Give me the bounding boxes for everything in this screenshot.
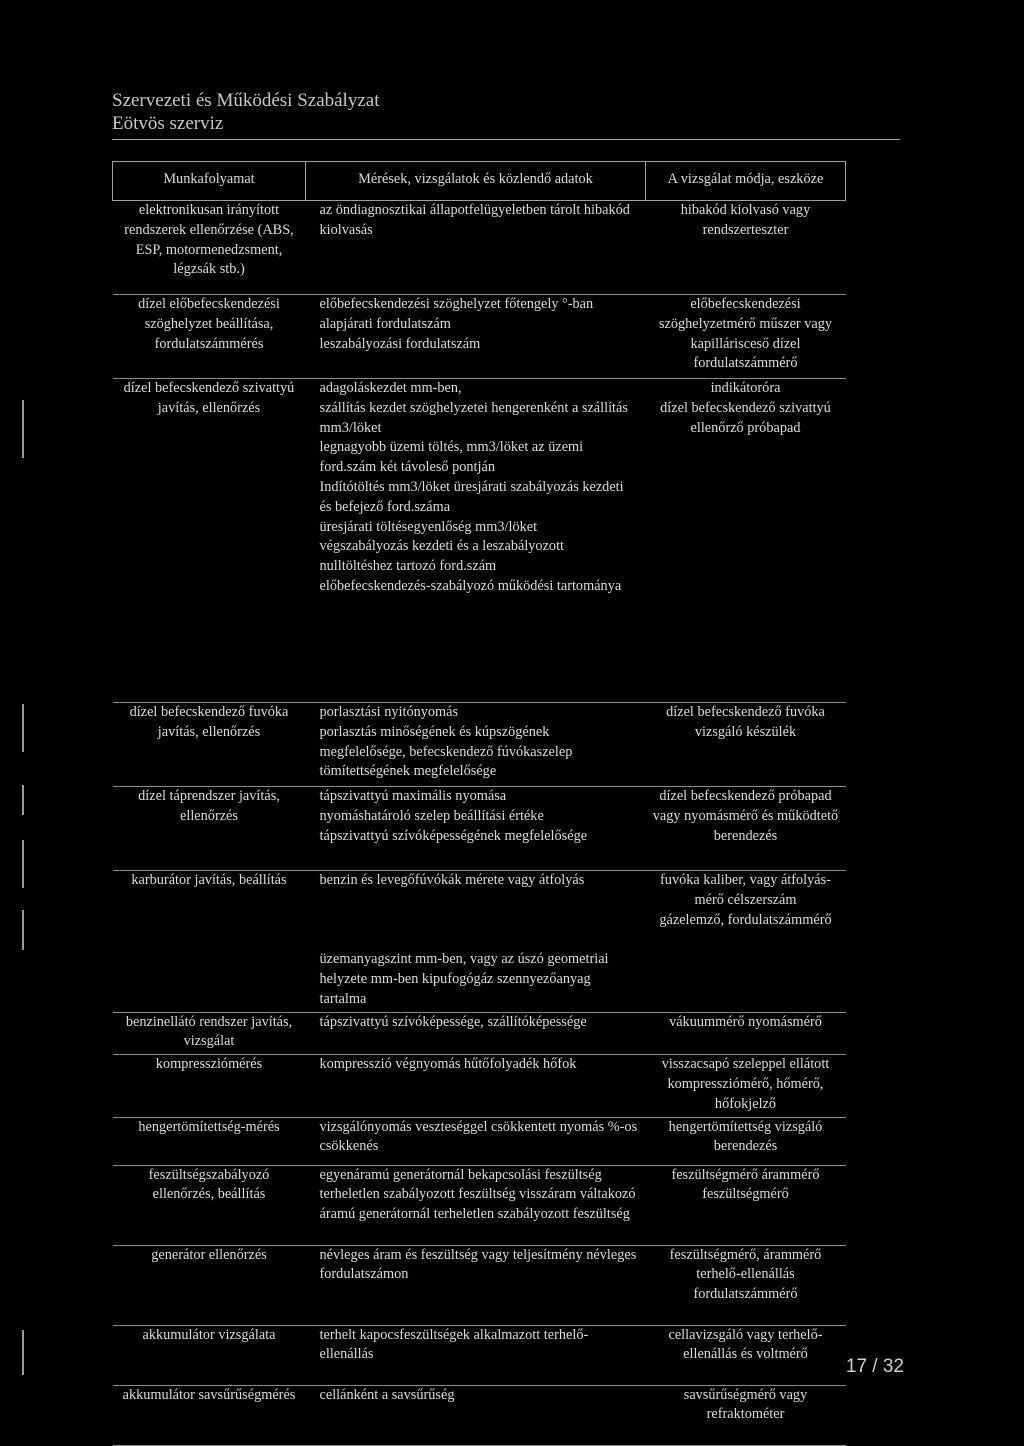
cell-line: dízel befecskendező fuvóka javítás, ellenőrzés xyxy=(129,704,289,740)
cell-line: előbefecskendezési szöghelyzetmérő műszer vagy kapillárisceső dízel fordulatszámmérő xyxy=(658,296,833,372)
cell-line: akkumulátor savsűrűségmérés xyxy=(122,1386,296,1403)
column-header-method: A vizsgálat módja, eszköze xyxy=(646,162,846,201)
cell-line: porlasztási nyitónyomás xyxy=(319,704,459,720)
process-cell xyxy=(113,1165,306,1245)
cell-line: terheletlen szabályozott feszültség visszáram váltakozó áramú generátornál terheletlen szabályozott feszültség xyxy=(319,1186,636,1223)
cell-line: porlasztás minőségének és kúpszögének megfelelősége, befecskendező fúvókaszelep tömítettségének megfelelősége xyxy=(319,723,573,780)
cell-line: adagoláskezdet mm-ben, xyxy=(319,380,462,396)
cell-line: indikátoróra xyxy=(710,380,781,396)
process-cell xyxy=(113,703,306,787)
method-cell xyxy=(646,1012,846,1055)
table-row xyxy=(113,787,846,871)
cell-line: dízel befecskendező szivattyú javítás, ellenőrzés xyxy=(123,380,295,416)
table-row xyxy=(113,201,846,295)
cell-line: névleges áram és feszültség vagy teljesítmény névleges fordulatszámon xyxy=(319,1246,637,1283)
cell-line: gázelemző, fordulatszámmérő xyxy=(659,911,832,928)
process-cell xyxy=(113,1245,306,1325)
method-cell xyxy=(646,295,846,379)
cell-line: fuvóka kaliber, vagy átfolyás-mérő célszerszám xyxy=(660,872,831,908)
process-cell xyxy=(113,871,306,1013)
table-row xyxy=(113,1385,846,1445)
method-cell xyxy=(646,703,846,787)
measurements-cell xyxy=(306,1325,646,1385)
table-row xyxy=(113,1165,846,1245)
cell-line: nyomáshatároló szelep beállítási értéke xyxy=(319,807,544,824)
process-cell xyxy=(113,1385,306,1445)
cell-line: visszacsapó szeleppel ellátott kompressziómérő, hőmérő, hőfokjelző xyxy=(661,1056,830,1112)
procedures-table xyxy=(112,161,846,1446)
scan-mark xyxy=(22,785,24,815)
cell-line: savsűrűségmérő vagy refraktométer xyxy=(683,1386,808,1423)
cell-line: kompressziómérés xyxy=(155,1056,263,1073)
method-cell xyxy=(646,1055,846,1117)
cell-line xyxy=(320,911,638,931)
process-cell xyxy=(113,1055,306,1117)
cell-line: vákuummérő nyomásmérő xyxy=(669,1013,822,1030)
method-cell xyxy=(646,787,846,871)
cell-line: legnagyobb üzemi töltés, mm3/löket az üzemi ford.szám két távoleső pontján xyxy=(319,439,584,476)
cell-line: üresjárati töltésegyenlőség mm3/löket xyxy=(319,518,538,535)
cell-line: feszültségmérő, árammérő terhelő-ellenállás fordulatszámmérő xyxy=(669,1246,822,1303)
method-cell xyxy=(646,1165,846,1245)
cell-line: karburátor javítás, beállítás xyxy=(131,872,287,888)
cell-line: végszabályozás kezdeti és a leszabályozott nulltöltéshez tartozó ford.szám xyxy=(319,538,565,575)
table-row xyxy=(113,1245,846,1325)
process-cell xyxy=(113,1325,306,1385)
method-cell xyxy=(646,1325,846,1385)
scan-mark xyxy=(22,1330,24,1375)
method-cell xyxy=(646,201,846,295)
cell-line: hengertömítettség-mérés xyxy=(138,1118,280,1135)
cell-line xyxy=(320,891,638,911)
measurements-cell xyxy=(306,703,646,787)
process-cell xyxy=(113,379,306,703)
measurements-cell xyxy=(306,1385,646,1445)
column-header-measurements: Mérések, vizsgálatok és közlendő adatok xyxy=(306,162,646,201)
cell-line: cellánként a savsűrűség xyxy=(319,1386,455,1403)
page-number: 17 / 32 xyxy=(845,1356,904,1377)
cell-line xyxy=(320,930,638,950)
column-header-process: Munkafolyamat xyxy=(113,162,306,201)
measurements-cell xyxy=(306,1165,646,1245)
process-cell xyxy=(113,787,306,871)
cell-line: kompresszió végnyomás hűtőfolyadék hőfok xyxy=(319,1056,577,1073)
cell-line: feszültségszabályozó ellenőrzés, beállítás xyxy=(148,1166,270,1203)
cell-line: Indítótöltés mm3/löket üresjárati szabályozás kezdeti és befejező ford.száma xyxy=(319,478,624,515)
cell-line: generátor ellenőrzés xyxy=(151,1246,267,1263)
cell-line: szállítás kezdet szöghelyzetei hengerenként a szállítás mm3/löket xyxy=(319,399,628,436)
process-cell xyxy=(113,1012,306,1055)
cell-line: tápszivattyú szívóképessége, szállítóképessége xyxy=(319,1013,587,1030)
scan-mark xyxy=(22,910,24,950)
document-title: Szervezeti és Működési Szabályzat xyxy=(112,90,380,111)
scan-mark xyxy=(22,400,24,458)
process-cell xyxy=(113,1117,306,1165)
table-header-row xyxy=(113,162,846,201)
cell-line: hengertömítettség vizsgáló berendezés xyxy=(668,1118,823,1155)
scan-mark xyxy=(22,840,24,888)
measurements-cell xyxy=(306,787,646,871)
cell-line: cellavizsgáló vagy terhelő-ellenállás és voltmérő xyxy=(668,1326,823,1363)
measurements-cell xyxy=(306,871,646,1013)
measurements-cell xyxy=(306,201,646,295)
cell-line: leszabályozási fordulatszám xyxy=(319,335,481,352)
measurements-cell xyxy=(306,1117,646,1165)
method-cell xyxy=(646,871,846,1013)
cell-line: dízel előbefecskendezési szöghelyzet beállítása, fordulatszámmérés xyxy=(138,296,280,352)
header-rule xyxy=(112,139,900,140)
cell-line: egyenáramú generátornál bekapcsolási feszültség xyxy=(319,1166,602,1183)
measurements-cell xyxy=(306,379,646,703)
table-row xyxy=(113,1117,846,1165)
cell-line: benzin és levegőfúvókák mérete vagy átfolyás xyxy=(319,872,585,888)
cell-line: dízel befecskendező szivattyú ellenőrző próbapad xyxy=(660,399,831,436)
cell-line: előbefecskendezés-szabályozó működési tartománya xyxy=(319,577,622,594)
measurements-cell xyxy=(306,1055,646,1117)
process-cell xyxy=(113,201,306,295)
cell-line: elektronikusan irányított rendszerek ellenőrzése (ABS, ESP, motormenedzsment, légzsák stb.) xyxy=(124,202,294,278)
cell-line: üzemanyagszint mm-ben, vagy az úszó geometriai helyzete mm-ben kipufogógáz szennyezőanyag tartalma xyxy=(319,951,609,1007)
method-cell xyxy=(646,1385,846,1445)
cell-line: dízel befecskendező próbapad vagy nyomásmérő és működtető berendezés xyxy=(652,788,839,844)
table-body xyxy=(113,201,846,1446)
cell-line: dízel táprendszer javítás, ellenőrzés xyxy=(138,788,280,824)
cell-line: hibakód kiolvasó vagy rendszerteszter xyxy=(680,202,811,238)
cell-line: dízel befecskendező fuvóka vizsgáló készülék xyxy=(666,704,825,740)
cell-line: benzinellátó rendszer javítás, vizsgálat xyxy=(125,1013,293,1050)
cell-line: előbefecskendezési szöghelyzet főtengely °-ban alapjárati fordulatszám xyxy=(319,296,594,332)
measurements-cell xyxy=(306,1245,646,1325)
method-cell xyxy=(646,1245,846,1325)
table-row xyxy=(113,871,846,1013)
measurements-cell xyxy=(306,1012,646,1055)
cell-line: akkumulátor vizsgálata xyxy=(142,1326,276,1343)
method-cell xyxy=(646,1117,846,1165)
cell-line: tápszivattyú szívóképességének megfelelősége xyxy=(319,827,588,844)
measurements-cell xyxy=(306,295,646,379)
table-row xyxy=(113,295,846,379)
table-row xyxy=(113,703,846,787)
cell-line: tápszivattyú maximális nyomása xyxy=(319,788,507,804)
table-row xyxy=(113,379,846,703)
scan-mark xyxy=(22,704,24,752)
table-row xyxy=(113,1325,846,1385)
process-cell xyxy=(113,295,306,379)
table-row xyxy=(113,1012,846,1055)
cell-line: terhelt kapocsfeszültségek alkalmazott terhelő-ellenállás xyxy=(319,1326,589,1363)
table-row xyxy=(113,1055,846,1117)
cell-line: feszültségmérő árammérő feszültségmérő xyxy=(671,1166,820,1203)
cell-line: az öndiagnosztikai állapotfelügyeletben tárolt hibakód kiolvasás xyxy=(319,202,630,238)
cell-line: vizsgálónyomás veszteséggel csökkentett nyomás %-os csökkenés xyxy=(319,1118,638,1155)
method-cell xyxy=(646,379,846,703)
document-subtitle: Eötvös szerviz xyxy=(112,113,224,134)
